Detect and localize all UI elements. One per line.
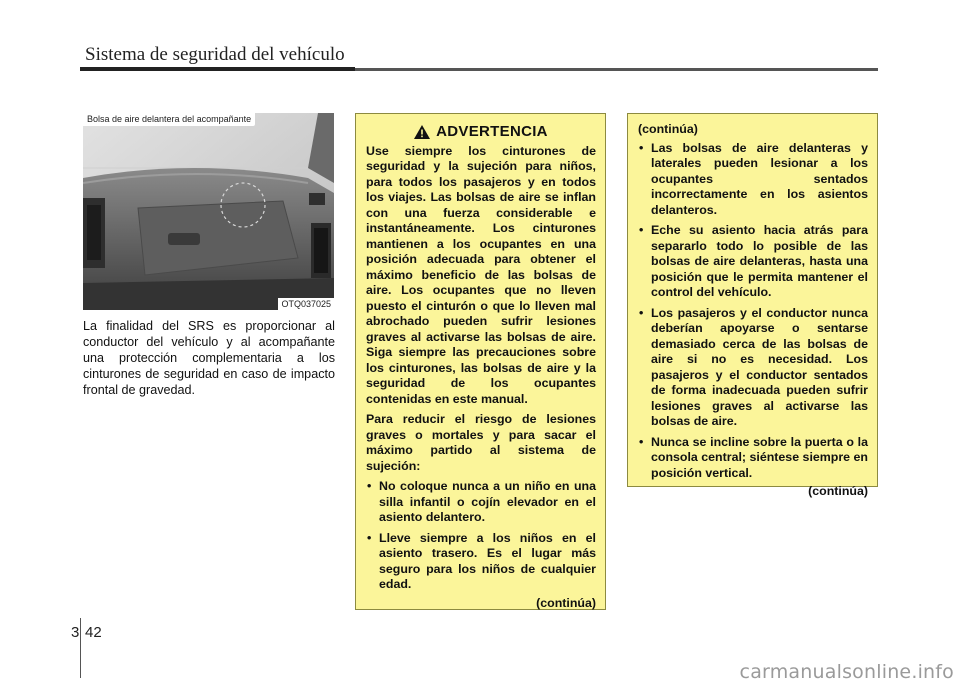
warning-list-item: • Eche su asiento hacia atrás para separarlo todo lo posible de las bolsas de aire delanteras, hasta una posición que le permita mantener el control del vehículo.: [638, 223, 868, 301]
warning-list: [366, 479, 596, 593]
warning-triangle-icon: [414, 125, 430, 139]
footer-rule: [80, 618, 81, 678]
intro-paragraph: La finalidad del SRS es proporcionar al conductor del vehículo y al acompañante una protección complementaria a los cinturones de seguridad en caso de impacto frontal de gravedad.: [83, 319, 335, 397]
warning-paragraph: Para reducir el riesgo de lesiones graves o mortales y para sacar el máximo partido al sistema de sujeción:: [366, 412, 596, 473]
warning-box-1: [355, 113, 606, 610]
warning-list-item: • Las bolsas de aire delanteras y laterales pueden lesionar a los ocupantes sentados incorrectamente en los asientos delanteros.: [638, 141, 868, 219]
page-header-title: Sistema de seguridad del vehículo: [85, 44, 345, 65]
watermark-link[interactable]: carmanualsonline.info: [739, 661, 954, 683]
header-rule-accent: [80, 67, 355, 71]
warning-list-item: • Lleve siempre a los niños en el asiento trasero. Es el lugar más seguro para los niños de cualquier edad.: [366, 531, 596, 593]
chapter-number: 3: [71, 624, 80, 641]
warning-list: [638, 141, 868, 482]
continued-label: (continúa): [808, 484, 868, 498]
warning-list-item: • Los pasajeros y el conductor nunca deberían apoyarse o sentarse demasiado cerca de las bolsas de aire si no es necesidad. Los pasajeros y el conductor sentados de forma inadecuada pueden sufrir lesiones graves al activarse las bolsas de aire.: [638, 306, 868, 430]
dashboard-photo: [83, 113, 334, 310]
dashboard-illustration: [83, 113, 334, 310]
warning-list-item: • Nunca se incline sobre la puerta o la consola central; siéntese siempre en posición vertical.: [638, 435, 868, 482]
warning-title: ADVERTENCIA: [436, 123, 548, 140]
warning-box-2: [627, 113, 878, 498]
warning-paragraph: Use siempre los cinturones de seguridad y la sujeción para niños, para todos los pasajeros y en todos los viajes. Las bolsas de aire se inflan con una fuerza considerable e instantáneamente. Los cinturones mantienen a los ocupantes en una posición adecuada para obtener el máximo beneficio de las bolsas de aire. Los ocupantes que no lleven puesto el cinturón o que lo lleven mal abrochado pueden sufrir lesiones graves al activarse las bolsas de aire. Siga siempre las precauciones sobre los cinturones, las bolsas de aire y la seguridad de los ocupantes contenidas en este manual.: [366, 143, 596, 406]
page-number: 42: [85, 624, 102, 641]
continued-label: (continúa): [536, 595, 596, 610]
continued-label: (continúa): [638, 122, 698, 136]
warning-list-item: • No coloque nunca a un niño en una silla infantil o cojín elevador en el asiento delantero.: [366, 479, 596, 526]
photo-code: OTQ037025: [278, 298, 334, 310]
photo-caption: Bolsa de aire delantera del acompañante: [83, 113, 255, 126]
warning-header: [366, 124, 596, 140]
